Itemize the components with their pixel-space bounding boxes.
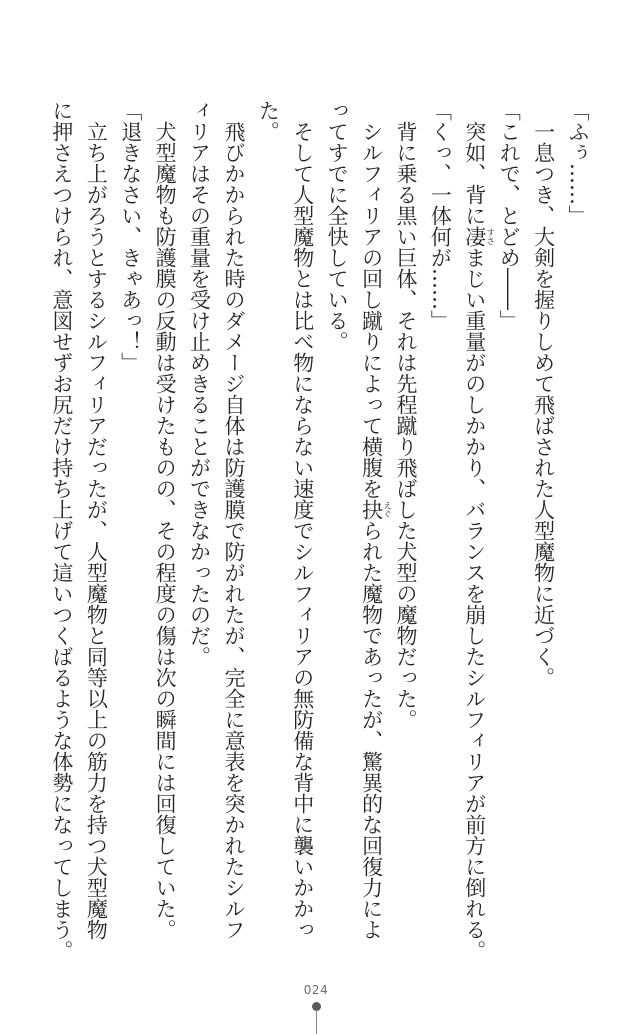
text-segment: シルフィリアの回し蹴りによって横腹を (359, 121, 384, 499)
text-line (354, 100, 392, 970)
ruby-annotation: すさ (484, 228, 495, 245)
text-line: 飛びかかられた時のダメージ自体は防護膜で防がれたが、完全に意表を突かれたシルフ (221, 121, 246, 940)
text-line: そして人型魔物とは比べ物にならない速度でシルフィリアの無防備な背中に襲いかかっ (290, 121, 315, 940)
ruby-group (462, 226, 495, 247)
text-line (457, 100, 495, 970)
ruby-group (359, 499, 392, 520)
text-line: に押さえつけられ、意図せずお尻だけ持ち上げて這いつくばるような体勢になってしまう。 (49, 100, 74, 961)
text-line: 「ふぅ……」 (566, 100, 590, 226)
body-text (44, 100, 595, 970)
ruby-annotation: えぐ (381, 501, 392, 518)
ruby-base: 抉 (359, 499, 384, 520)
text-line: 背に乗る黒い巨体、それは先程蹴り飛ばした犬型の魔物だった。 (393, 121, 418, 730)
text-line: 「くっ、一体何が……」 (428, 100, 453, 331)
text-line: 犬型魔物も防護膜の反動は受けたものの、その程度の傷は次の瞬間には回復していた。 (153, 121, 178, 940)
text-line: た。 (256, 100, 281, 142)
text-line: ってすでに全快している。 (325, 100, 350, 352)
text-segment: られた魔物であったが、驚異的な回復力によ (359, 520, 384, 940)
text-line: 立ち上がろうとするシルフィリアだったが、人型魔物と同等以上の筋力を持つ犬型魔物 (84, 121, 109, 940)
page-number: 024 (303, 983, 329, 997)
page-marker-line (316, 1010, 317, 1034)
text-line: ィリアはその重量を受け止めきることができなかったのだ。 (187, 100, 212, 667)
text-line: 一息つき、大剣を握りしめて飛ばされた人型魔物に近づく。 (531, 121, 556, 688)
text-line: 「退きなさい、きゃあっ！」 (118, 100, 143, 373)
ruby-base: 凄 (462, 226, 487, 247)
text-segment: まじい重量がのしかかり、バランスを崩したシルフィリアが前方に倒れる。 (462, 247, 487, 961)
text-segment: 突如、背に (462, 121, 487, 226)
text-line: 「これで、とどめ――」 (497, 100, 522, 331)
